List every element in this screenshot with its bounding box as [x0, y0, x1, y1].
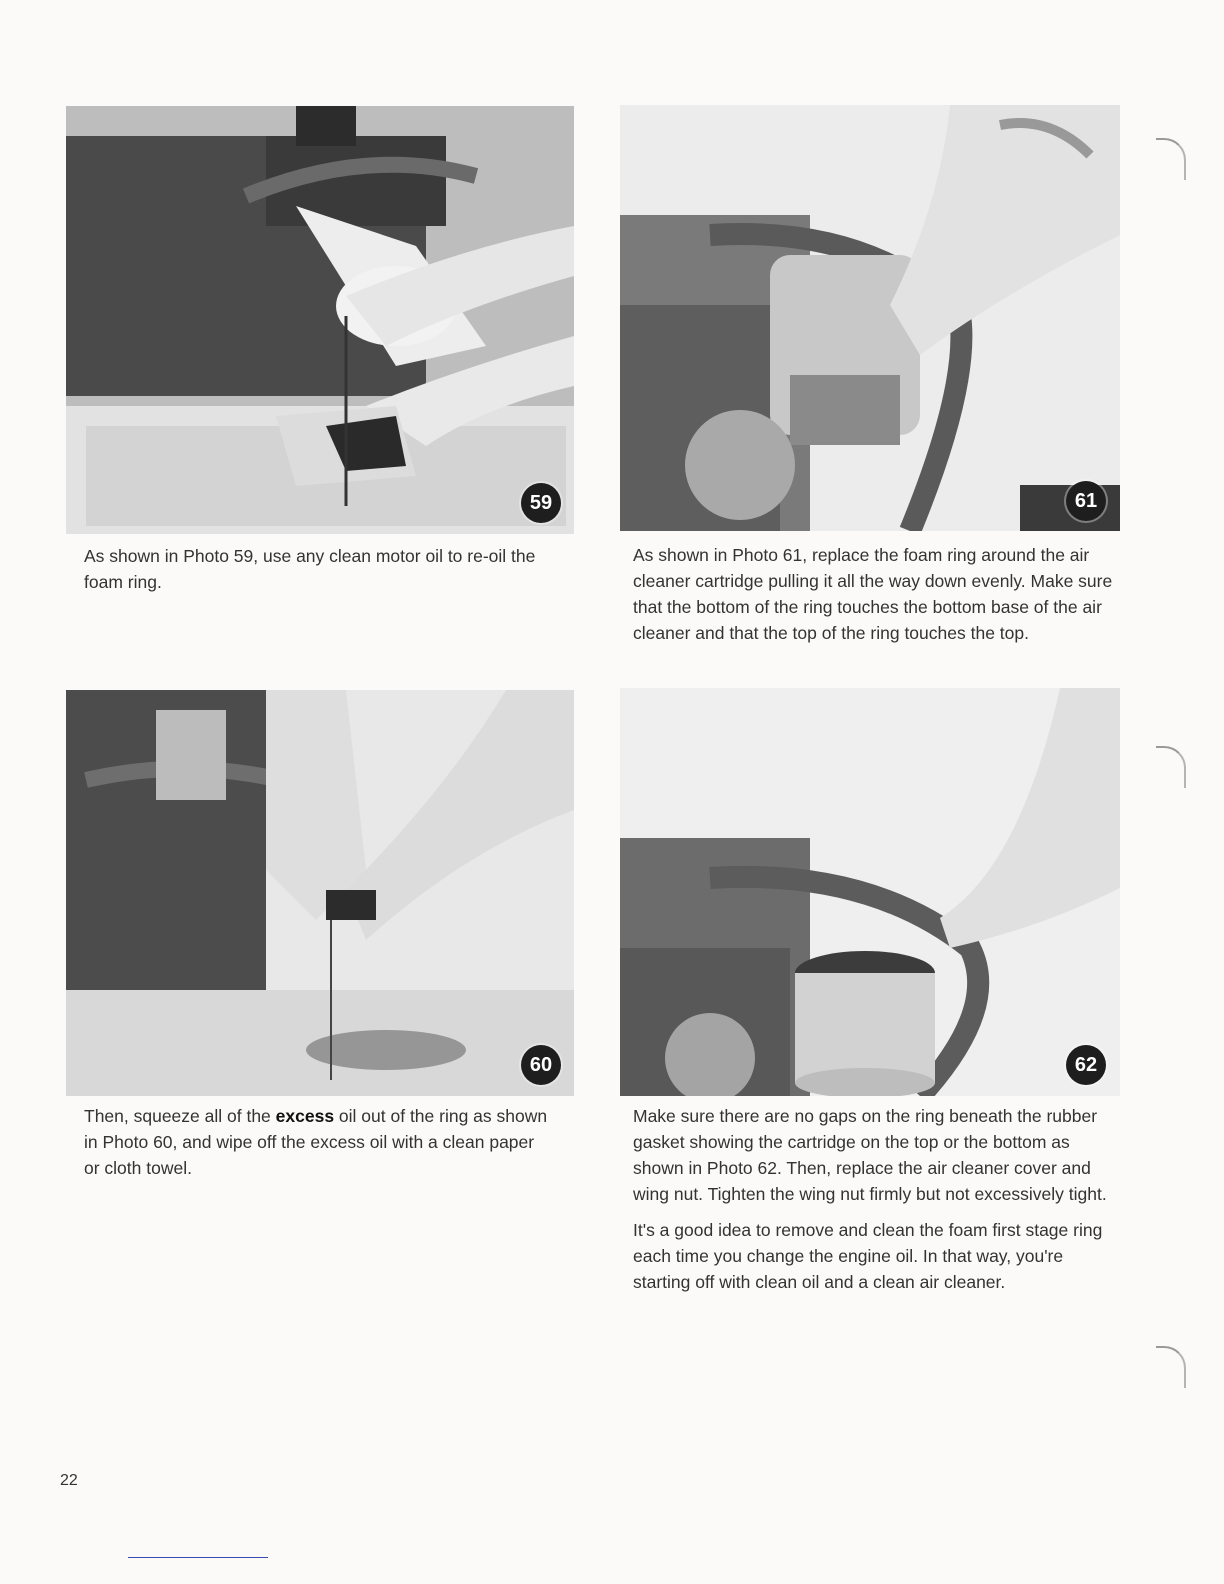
caption-photo-60 — [84, 1103, 554, 1191]
tip-paragraph: It's a good idea to remove and clean the foam first stage ring each time you change the engine oil. In that way, you're starting off with clean oil and a clean air cleaner. — [633, 1220, 1103, 1292]
caption-text: As shown in Photo 61, replace the foam ring around the air cleaner cartridge pulling it all the way down evenly. Make sure that the bottom of the ring touches the bottom base of the air cleaner and that the top of the ring touches the top. — [633, 545, 1113, 643]
binder-hole-mark — [1156, 1346, 1186, 1388]
binder-hole-mark — [1156, 138, 1186, 180]
photo-61 — [620, 105, 1120, 531]
caption-text: As shown in Photo 59, use any clean motor oil to re-oil the foam ring. — [84, 546, 536, 592]
emphasis-excess: excess — [275, 1106, 335, 1126]
caption-text: Make sure there are no gaps on the ring beneath the rubber gasket showing the cartridge on the top or the bottom as shown in Photo 62. Then, replace the air cleaner cover and wing nut. Tighten the wing nut firmly but not excessively tight. — [633, 1106, 1107, 1204]
photo-61-image — [620, 105, 1120, 531]
bottom-rule — [128, 1557, 268, 1558]
photo-59 — [66, 106, 574, 534]
photo-60 — [66, 690, 574, 1096]
photo-number-badge: 61 — [1066, 481, 1106, 521]
caption-text-part: oil out of the ring as shown in Photo 60, and wipe off the excess oil with a clean paper or cloth towel. — [84, 1106, 548, 1178]
photo-number-badge: 62 — [1066, 1045, 1106, 1085]
caption-photo-61 — [633, 542, 1113, 656]
caption-text-part: Then, squeeze all of the — [84, 1106, 276, 1126]
photo-60-image — [66, 690, 574, 1096]
caption-photo-59 — [84, 543, 554, 605]
photo-62 — [620, 688, 1120, 1096]
binder-hole-mark — [1156, 746, 1186, 788]
photo-number-badge: 59 — [521, 483, 561, 523]
photo-59-image — [66, 106, 574, 534]
photo-number-badge: 60 — [521, 1045, 561, 1085]
page-number: 22 — [60, 1472, 78, 1489]
photo-62-image — [620, 688, 1120, 1096]
caption-text — [84, 1103, 554, 1181]
caption-photo-62 — [633, 1103, 1113, 1305]
